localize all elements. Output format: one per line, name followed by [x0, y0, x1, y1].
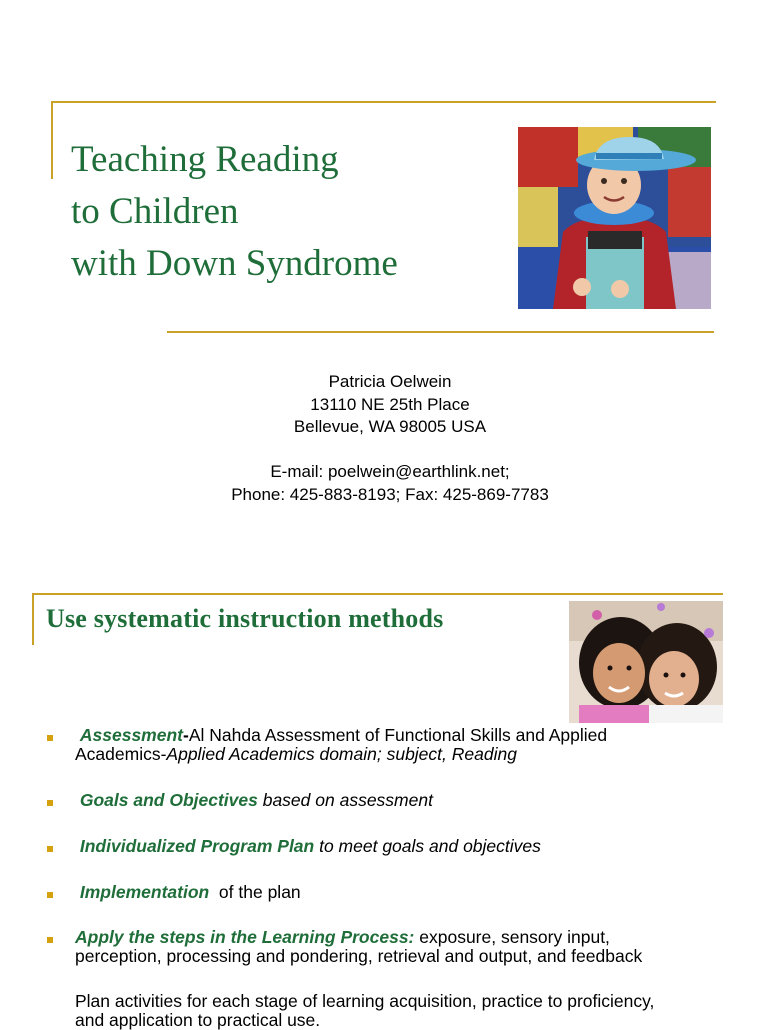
bullet-marker-5: [47, 937, 53, 943]
child-with-hat-photo: [518, 127, 711, 309]
two-children-photo: [569, 601, 723, 723]
paragraph-line-1: Plan activities for each stage of learning acquisition, practice to proficiency,: [75, 991, 655, 1011]
contact-phone: Phone: 425-883-8193; Fax: 425-869-7783: [231, 484, 549, 504]
bullet-marker-4: [47, 892, 53, 898]
bullet-implementation-rest: of the plan: [209, 882, 301, 902]
bullet-implementation-lead: Implementation: [79, 882, 210, 902]
bullet-goals-rest: based on assessment: [257, 790, 433, 810]
contact-address-line1: 13110 NE 25th Place: [310, 394, 470, 414]
slide2-left-rule: [32, 593, 34, 645]
title-line-1: Teaching Reading: [71, 139, 339, 180]
bullet-program-plan-lead: Individualized Program Plan: [79, 836, 315, 856]
contact-block: [150, 371, 630, 506]
contact-name: Patricia Oelwein: [328, 372, 452, 391]
slide1-title: [71, 134, 501, 290]
title-line-2: to Children: [71, 191, 239, 232]
bullet-program-plan: [75, 837, 735, 856]
slide2-title: Use systematic instruction methods: [46, 604, 444, 633]
bullet-learning-process-rest: exposure, sensory input,: [414, 927, 610, 947]
plan-activities-paragraph: [75, 992, 735, 1030]
bullet-marker-2: [47, 800, 53, 806]
title-line-3: with Down Syndrome: [71, 243, 398, 284]
paragraph-line-2: and application to practical use.: [75, 1010, 321, 1030]
bullet-learning-process: [75, 928, 735, 966]
bullet-assessment-line2-italic: Applied Academics domain; subject, Reading: [166, 744, 517, 764]
bullet-goals-lead: Goals and Objectives: [79, 790, 258, 810]
bullet-implementation: [75, 883, 735, 902]
contact-address-line2: Bellevue, WA 98005 USA: [293, 417, 487, 436]
slide1-top-rule: [51, 101, 716, 103]
bullet-assessment: [75, 726, 735, 764]
bullet-program-plan-rest: to meet goals and objectives: [314, 836, 541, 856]
bullet-assessment-lead: Assessment: [79, 725, 183, 745]
slide1-bottom-rule: [167, 331, 714, 333]
contact-spacer: [150, 439, 630, 462]
bullet-assessment-line2-plain: Academics-: [75, 744, 167, 764]
bullet-goals: [75, 791, 735, 810]
slide1-left-rule: [51, 101, 53, 179]
bullet-learning-process-lead: Apply the steps in the Learning Process:: [75, 927, 415, 947]
bullet-assessment-rest: Al Nahda Assessment of Functional Skills and Applied: [188, 725, 608, 745]
bullet-assessment-sep: -: [183, 725, 189, 745]
bullet-marker-1: [47, 735, 53, 741]
bullet-learning-process-line2: perception, processing and pondering, retrieval and output, and feedback: [75, 946, 643, 966]
bullet-marker-3: [47, 846, 53, 852]
contact-email: E-mail: poelwein@earthlink.net;: [270, 462, 510, 481]
slide2-top-rule: [32, 593, 723, 595]
